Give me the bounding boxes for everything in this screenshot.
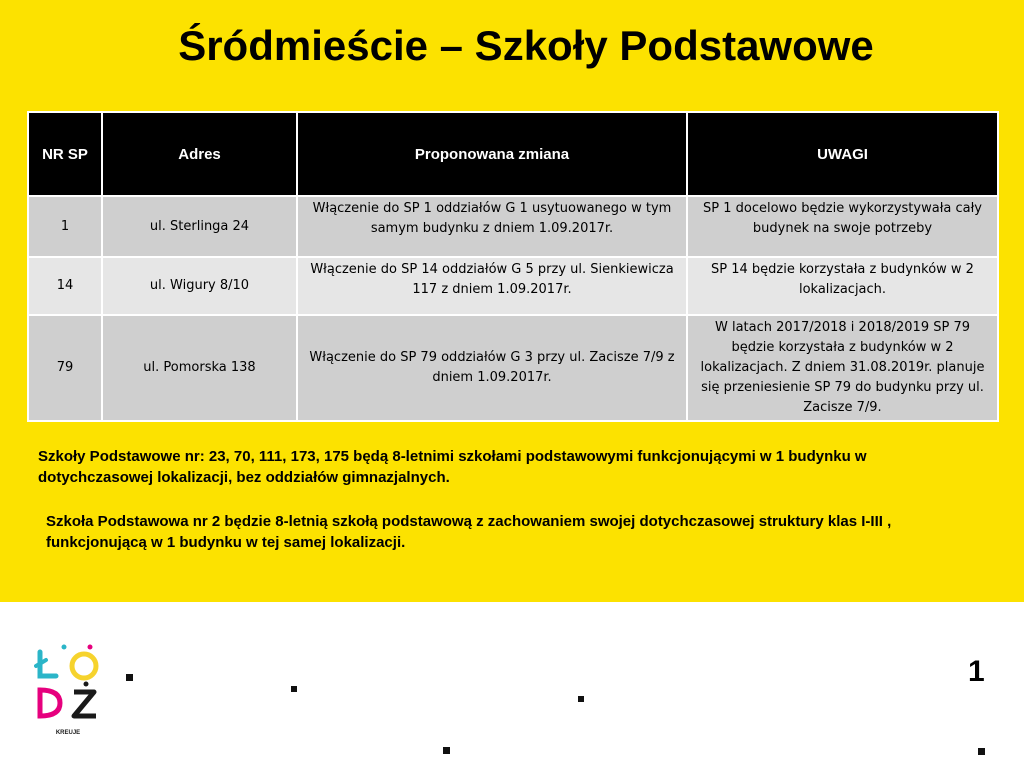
lodz-kreuje-logo (34, 642, 104, 738)
header-nr-sp: NR SP (28, 112, 102, 196)
cell-adres: ul. Wigury 8/10 (102, 257, 297, 315)
cell-uwagi: SP 1 docelowo będzie wykorzystywała cały budynek na swoje potrzeby (687, 196, 998, 257)
cell-adres: ul. Pomorska 138 (102, 315, 297, 421)
cell-nr: 1 (28, 196, 102, 257)
cell-uwagi: SP 14 będzie korzystała z budynków w 2 lokalizacjach. (687, 257, 998, 315)
cell-zmiana: Włączenie do SP 1 oddziałów G 1 usytuowanego w tym samym budynku z dniem 1.09.2017r. (297, 196, 687, 257)
cell-nr: 79 (28, 315, 102, 421)
decorative-dot (578, 696, 584, 702)
page-number: 1 (968, 655, 985, 688)
logo-tagline: KREUJE (55, 730, 81, 736)
decorative-dot (978, 748, 985, 755)
cell-uwagi: W latach 2017/2018 i 2018/2019 SP 79 będzie korzystała z budynków w 2 lokalizacjach. Z dniem 31.08.2019r. planuje się przeniesienie SP 79 do budynku przy ul. Zacisze 7/9. (687, 315, 998, 421)
slide-title: Śródmieście – Szkoły Podstawowe (178, 22, 874, 69)
table-header-row (28, 112, 998, 196)
cell-zmiana: Włączenie do SP 79 oddziałów G 3 przy ul. Zacisze 7/9 z dniem 1.09.2017r. (297, 315, 687, 421)
header-uwagi: UWAGI (687, 112, 998, 196)
cell-zmiana: Włączenie do SP 14 oddziałów G 5 przy ul. Sienkiewicza 117 z dniem 1.09.2017r. (297, 257, 687, 315)
note-sp2: Szkoła Podstawowa nr 2 będzie 8-letnią szkołą podstawową z zachowaniem swojej dotychczasowej struktury klas I-III , funkcjonującą w 1 budynku w tej samej lokalizacji. (46, 513, 892, 551)
schools-table (27, 111, 999, 422)
table-row (28, 257, 998, 315)
decorative-dot (291, 686, 297, 692)
note-primary-schools-list: Szkoły Podstawowe nr: 23, 70, 111, 173, 175 będą 8-letnimi szkołami podstawowymi funkcjonującymi w 1 budynku w dotychczasowej lokalizacji, bez oddziałów gimnazjalnych. (38, 448, 867, 486)
decorative-dot (126, 674, 133, 681)
cell-nr: 14 (28, 257, 102, 315)
header-proponowana-zmiana: Proponowana zmiana (297, 112, 687, 196)
header-adres: Adres (102, 112, 297, 196)
decorative-dot (443, 747, 450, 754)
cell-adres: ul. Sterlinga 24 (102, 196, 297, 257)
table-row (28, 196, 998, 257)
table-row (28, 315, 998, 421)
